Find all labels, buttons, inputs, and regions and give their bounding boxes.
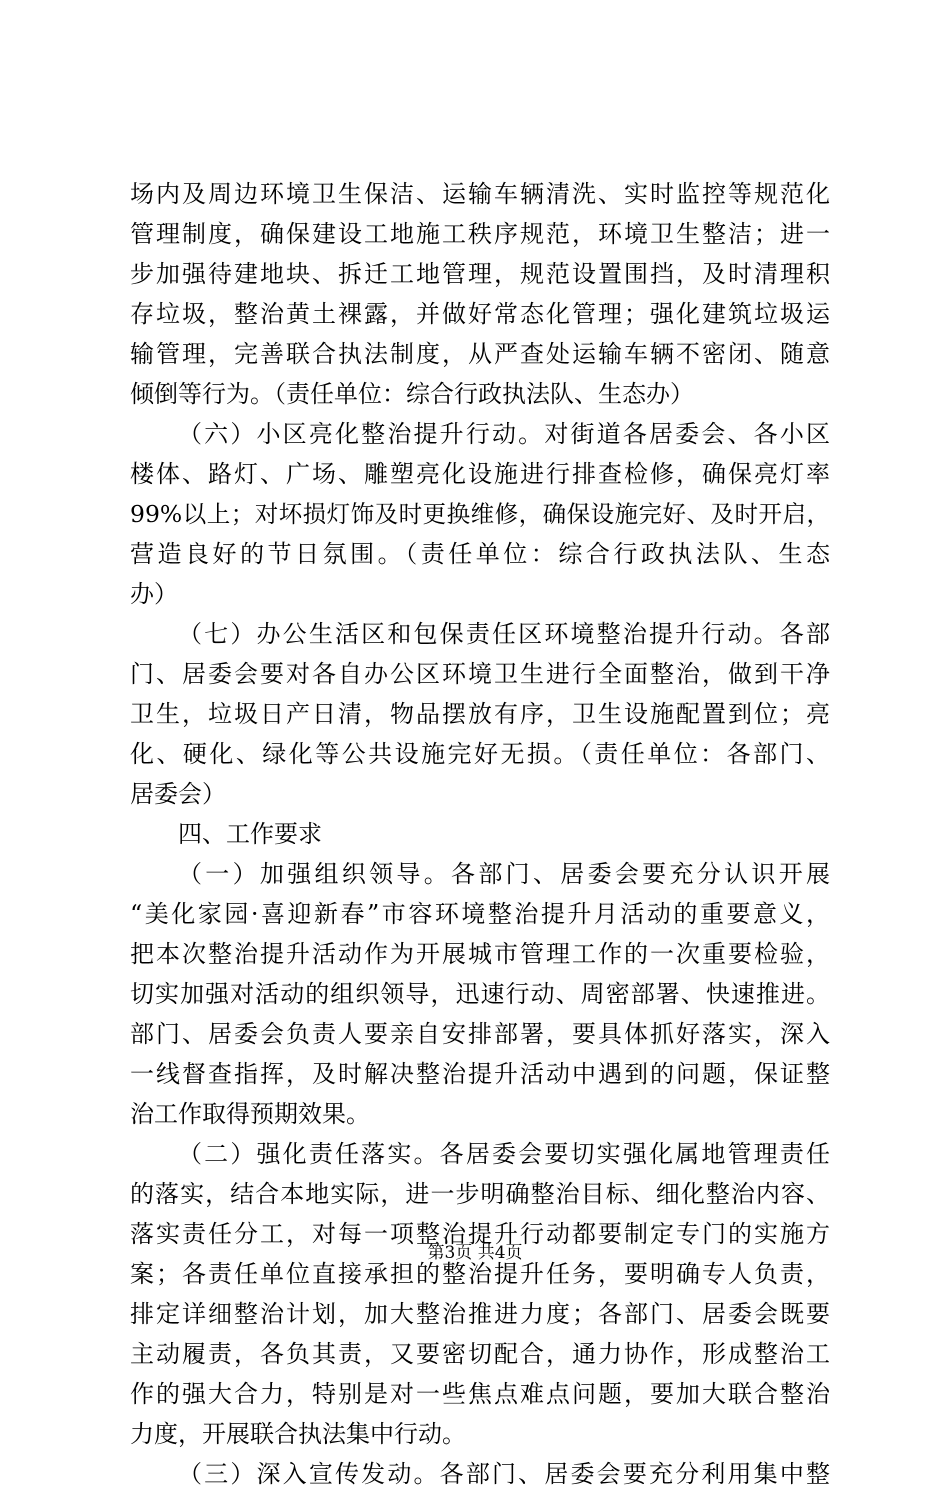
- text-line: 把本次整治提升活动作为开展城市管理工作的一次重要检验，: [130, 940, 830, 968]
- text-line: （一）加强组织领导。各部门、居委会要充分认识开展: [178, 860, 830, 888]
- text-line: 居委会）: [130, 780, 226, 808]
- text-line: 治工作取得预期效果。: [130, 1100, 370, 1128]
- text-line: 输管理，完善联合执法制度，从严查处运输车辆不密闭、随意: [130, 340, 830, 368]
- text-line: （六）小区亮化整治提升行动。对街道各居委会、各小区: [178, 420, 830, 448]
- text-line: 一线督查指挥，及时解决整治提升活动中遇到的问题，保证整: [130, 1060, 830, 1088]
- text-line: 99%以上；对坏损灯饰及时更换维修，确保设施完好、及时开启，: [130, 500, 830, 528]
- document-body: [130, 174, 830, 1494]
- text-line: （二）强化责任落实。各居委会要切实强化属地管理责任: [178, 1140, 830, 1168]
- text-line: 主动履责，各负其责，又要密切配合，通力协作，形成整治工: [130, 1340, 830, 1368]
- text-line: 步加强待建地块、拆迁工地管理，规范设置围挡，及时清理积: [130, 260, 830, 288]
- text-line: 办）: [130, 580, 178, 608]
- text-line: 场内及周边环境卫生保洁、运输车辆清洗、实时监控等规范化: [130, 180, 830, 208]
- text-line: 作的强大合力，特别是对一些焦点难点问题，要加大联合整治: [130, 1380, 830, 1408]
- text-line: 存垃圾，整治黄土裸露，并做好常态化管理；强化建筑垃圾运: [130, 300, 830, 328]
- text-line: 四、工作要求: [178, 820, 322, 848]
- text-line: 营造良好的节日氛围。（责任单位：综合行政执法队、生态: [130, 540, 830, 568]
- text-line: 力度，开展联合执法集中行动。: [130, 1420, 466, 1448]
- text-line: 部门、居委会负责人要亲自安排部署，要具体抓好落实，深入: [130, 1020, 830, 1048]
- text-line: 落实责任分工，对每一项整治提升行动都要制定专门的实施方: [130, 1220, 830, 1248]
- text-line: 管理制度，确保建设工地施工秩序规范，环境卫生整洁；进一: [130, 220, 830, 248]
- text-line: 排定详细整治计划，加大整治推进力度；各部门、居委会既要: [130, 1300, 830, 1328]
- text-line: 的落实，结合本地实际，进一步明确整治目标、细化整治内容、: [130, 1180, 830, 1208]
- text-line: 门、居委会要对各自办公区环境卫生进行全面整治，做到干净: [130, 660, 830, 688]
- text-line: 切实加强对活动的组织领导，迅速行动、周密部署、快速推进。: [130, 980, 830, 1008]
- text-line: 倾倒等行为。（责任单位：综合行政执法队、生态办）: [130, 380, 694, 408]
- text-line: （三）深入宣传发动。各部门、居委会要充分利用集中整: [178, 1460, 830, 1488]
- page-footer: 第3页 共4页: [427, 1243, 523, 1263]
- text-line: 案；各责任单位直接承担的整治提升任务，要明确专人负责，: [130, 1260, 830, 1288]
- text-line: 化、硬化、绿化等公共设施完好无损。（责任单位：各部门、: [130, 740, 830, 768]
- text-line: “美化家园·喜迎新春”市容环境整治提升月活动的重要意义，: [130, 900, 830, 928]
- text-line: （七）办公生活区和包保责任区环境整治提升行动。各部: [178, 620, 830, 648]
- text-line: 楼体、路灯、广场、雕塑亮化设施进行排查检修，确保亮灯率: [130, 460, 830, 488]
- text-line: 卫生，垃圾日产日清，物品摆放有序，卫生设施配置到位；亮: [130, 700, 830, 728]
